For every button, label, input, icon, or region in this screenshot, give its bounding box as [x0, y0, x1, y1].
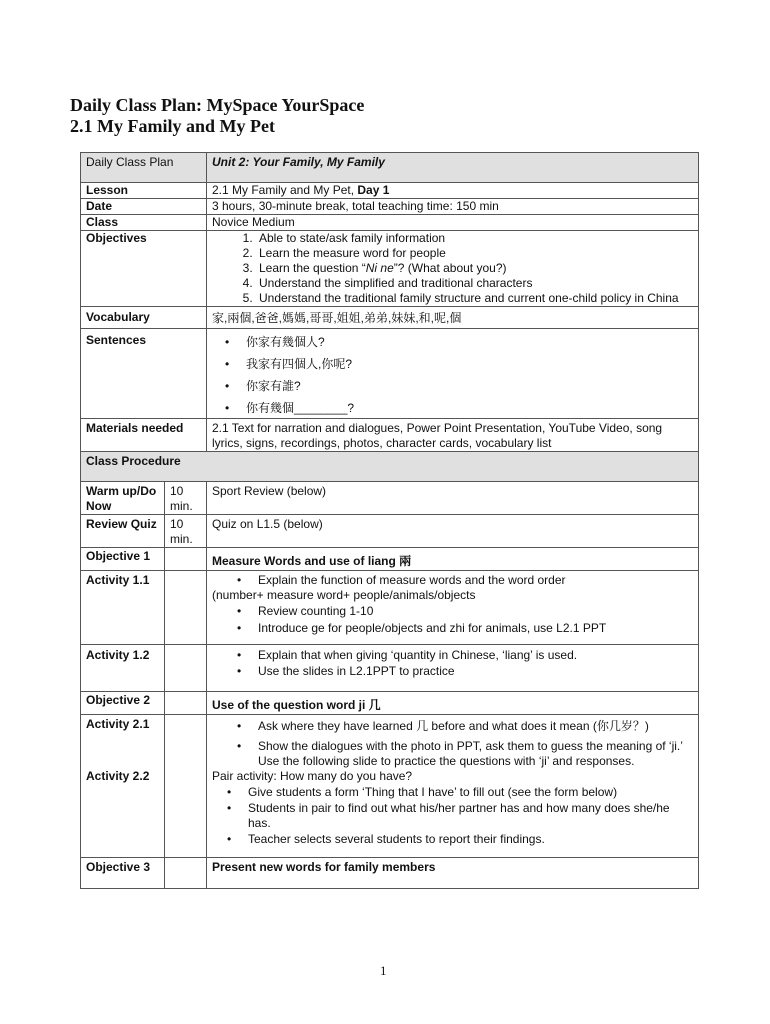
- activity-item: • Review counting 1-10: [246, 604, 693, 619]
- sentence-item: • 我家有四個人,你呢?: [234, 357, 693, 372]
- document-subtitle: 2.1 My Family and My Pet: [70, 116, 275, 136]
- class-procedure-row: [81, 452, 699, 482]
- lesson-title: 2.1 My Family and My Pet,: [212, 183, 358, 197]
- activity12-list: [212, 648, 693, 679]
- sentence-item: • 你家有誰?: [234, 379, 693, 394]
- activity21-list: [212, 719, 693, 769]
- empty-cell: [165, 571, 207, 645]
- lesson-value: [207, 183, 699, 199]
- objective3-row: [81, 857, 699, 888]
- lesson-day: Day 1: [357, 183, 390, 197]
- objectives-list: [212, 231, 693, 306]
- vocabulary-label: Vocabulary: [81, 307, 207, 329]
- lesson-label: Lesson: [81, 183, 207, 199]
- sentence-item: • 你家有幾個人?: [234, 335, 693, 350]
- header-value: Unit 2: Your Family, My Family: [207, 153, 699, 183]
- objective1-desc: Measure Words and use of liang 兩: [207, 548, 699, 571]
- objective2-label: Objective 2: [81, 692, 165, 715]
- vocabulary-row: [81, 307, 699, 329]
- objectives-list-cell: [207, 231, 699, 307]
- empty-cell: [165, 715, 207, 770]
- objective2-row: [81, 692, 699, 715]
- activity-item: • Show the dialogues with the photo in PPT, ask them to guess the meaning of ‘ji.’ Use the following slide to practice the questions with ‘ji’ and responses.: [246, 739, 693, 769]
- activity12-cell: [207, 645, 699, 692]
- class-procedure-heading: Class Procedure: [81, 452, 699, 482]
- materials-row: [81, 419, 699, 452]
- class-label: Class: [81, 215, 207, 231]
- objective-text: ”? (What about you?): [393, 261, 507, 275]
- materials-value: 2.1 Text for narration and dialogues, Power Point Presentation, YouTube Video, song lyrics, signs, recordings, photos, character cards, vocabulary list: [207, 419, 699, 452]
- review-row: [81, 515, 699, 548]
- sentences-list: [212, 335, 693, 416]
- activity12-row: [81, 645, 699, 692]
- activity11-row: [81, 571, 699, 645]
- header-row: [81, 153, 699, 183]
- objectives-label: Objectives: [81, 231, 207, 307]
- materials-label: Materials needed: [81, 419, 207, 452]
- activity21-cell: [207, 715, 699, 770]
- activity-item: • Teacher selects several students to report their findings.: [236, 832, 693, 847]
- objective2-desc: Use of the question word ji 几: [207, 692, 699, 715]
- activity22-label: Activity 2.2: [81, 769, 165, 857]
- activity21-label: Activity 2.1: [81, 715, 165, 770]
- date-label: Date: [81, 199, 207, 215]
- sentence-item: • 你有幾個________?: [234, 401, 693, 416]
- empty-cell: [165, 769, 207, 857]
- date-value: 3 hours, 30-minute break, total teaching time: 150 min: [207, 199, 699, 215]
- objective-item: 4. Understand the simplified and traditional characters: [256, 276, 693, 291]
- lesson-row: [81, 183, 699, 199]
- activity-text: (number+ measure word+ people/animals/objects: [212, 588, 476, 602]
- review-time: 10 min.: [165, 515, 207, 548]
- activity-item: • Explain the function of measure words and the word order: [246, 573, 693, 588]
- activity21-row: [81, 715, 699, 770]
- activity-item: • Ask where they have learned 几 before and what does it mean (你几岁？): [246, 719, 693, 734]
- warmup-time: 10 min.: [165, 482, 207, 515]
- activity22-row: [81, 769, 699, 857]
- objectives-row: [81, 231, 699, 307]
- activity22-cell: [207, 769, 699, 857]
- warmup-desc: Sport Review (below): [207, 482, 699, 515]
- class-row: [81, 215, 699, 231]
- activity-item: • Give students a form ‘Thing that I have’ to fill out (see the form below): [236, 785, 693, 800]
- objective-item: 5. Understand the traditional family structure and current one-child policy in China: [256, 291, 693, 306]
- activity11-cell: [207, 571, 699, 645]
- document-title: Daily Class Plan: MySpace YourSpace: [70, 95, 365, 115]
- sentences-label: Sentences: [81, 329, 207, 419]
- objective-text: Learn the question “: [259, 261, 366, 275]
- activity-item: • Use the slides in L2.1PPT to practice: [246, 664, 693, 679]
- header-label: Daily Class Plan: [81, 153, 207, 183]
- activity-item: • Students in pair to find out what his/her partner has and how many does she/he has.: [236, 801, 693, 831]
- class-value: Novice Medium: [207, 215, 699, 231]
- empty-cell: [165, 692, 207, 715]
- date-row: [81, 199, 699, 215]
- vocabulary-value: 家,兩個,爸爸,媽媽,哥哥,姐姐,弟弟,妹妹,和,呢,個: [207, 307, 699, 329]
- objective1-row: [81, 548, 699, 571]
- activity-item: • Explain that when giving ‘quantity in Chinese, ‘liang’ is used.: [246, 648, 693, 663]
- empty-cell: [165, 645, 207, 692]
- warmup-label: Warm up/Do Now: [81, 482, 165, 515]
- review-desc: Quiz on L1.5 (below): [207, 515, 699, 548]
- objective-pinyin: Ni ne: [365, 261, 394, 275]
- activity11-list: [212, 573, 693, 588]
- activity22-list: [212, 785, 693, 847]
- objective-item: [256, 261, 693, 276]
- class-plan-table: [80, 152, 699, 889]
- objective-item: 2. Learn the measure word for people: [256, 246, 693, 261]
- objective3-desc: Present new words for family members: [207, 857, 699, 888]
- objective-item: 1. Able to state/ask family information: [256, 231, 693, 246]
- activity12-label: Activity 1.2: [81, 645, 165, 692]
- activity11-list-2: [212, 604, 693, 636]
- activity-item: • Introduce ge for people/objects and zhi for animals, use L2.1 PPT: [246, 621, 693, 636]
- sentences-cell: [207, 329, 699, 419]
- empty-cell: [165, 548, 207, 571]
- activity22-intro: Pair activity: How many do you have?: [212, 769, 413, 783]
- activity11-label: Activity 1.1: [81, 571, 165, 645]
- warmup-row: [81, 482, 699, 515]
- review-label: Review Quiz: [81, 515, 165, 548]
- page-number: 1: [380, 963, 387, 978]
- objective1-label: Objective 1: [81, 548, 165, 571]
- objective3-label: Objective 3: [81, 857, 165, 888]
- empty-cell: [165, 857, 207, 888]
- sentences-row: [81, 329, 699, 419]
